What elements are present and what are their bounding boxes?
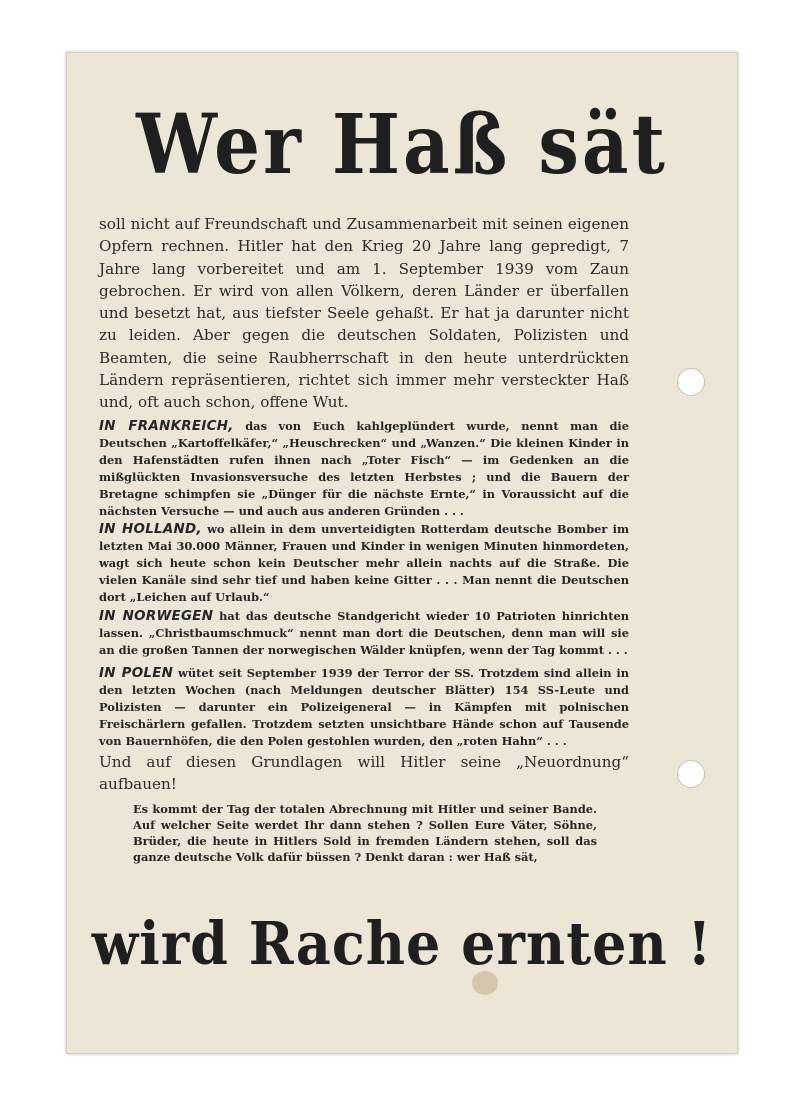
section-heading: IN NORWEGEN (99, 609, 214, 624)
page-title: Wer Haß sät (136, 94, 668, 193)
warning-paragraph: Es kommt der Tag der totalen Abrechnung mit Hitler und seiner Bande. Auf welcher Seite werdet Ihr dann stehen ? Sollen Eure Väter, Söhne, Brüder, die heute in Hitlers Sold in fremden Ländern stehen, soll das ganze deutsche Volk dafür büssen ? Denkt daran : wer Haß sät, (133, 802, 597, 864)
section-norwegen (99, 608, 629, 659)
section-heading: IN HOLLAND, (99, 522, 202, 537)
section-text: hat das deutsche Standgericht wieder 10 Patrioten hinrichten lassen. „Christbaumschmuck“ nennt man dort die Deutschen, denn man will sie an die großen Tannen der norwegischen Wälder knüpfen, wenn der Tag kommt . . . (99, 609, 629, 657)
section-heading: IN POLEN (99, 666, 174, 681)
section-frankreich (99, 418, 629, 520)
section-text: das von Euch kahlgeplündert wurde, nennt man die Deutschen „Kartoffelkäfer,“ „Heuschrecken“ und „Wanzen.“ Die kleinen Kinder in den Hafenstädten rufen ihnen nach „Toter Fisch“ — im Gedenken an die mißglückten Invasionsversuche des letzten Herbstes ; und die Bauern der Bretagne schimpfen sie „Dünger für die nächste Ernte,“ in Voraussicht auf die nächsten Versuche — und auch aus anderen Gründen . . . (99, 419, 629, 518)
section-heading: IN FRANKREICH, (99, 419, 234, 434)
section-text: wo allein in dem unverteidigten Rotterdam deutsche Bomber im letzten Mai 30.000 Männer, Frauen und Kinder in wenigen Minuten hinmordeten, wagt sich heute schon kein Deutscher mehr allein nachts auf die Straße. Die vielen Kanäle sind sehr tief und haben keine Gitter . . . Man nennt die Deutschen dort „Leichen auf Urlaub.“ (99, 522, 629, 604)
conclusion-paragraph: Und auf diesen Grundlagen will Hitler seine „Neuordnung“ aufbauen! (99, 753, 629, 793)
punch-hole-bottom (677, 760, 705, 788)
leaflet-sheet (66, 52, 738, 1054)
section-text: wütet seit September 1939 der Terror der SS. Trotzdem sind allein in den letzten Wochen (nach Meldungen deutscher Blätter) 154 SS-Leute und Polizisten — darunter ein Polizeigeneral — in Kämpfen mit polnischen Freischärlern gefallen. Trotzdem setzten unsichtbare Hände schon auf Tausende von Bauernhöfen, die den Polen gestohlen wurden, den „roten Hahn“ . . . (99, 666, 629, 748)
intro-paragraph: soll nicht auf Freundschaft und Zusammenarbeit mit seinen eigenen Opfern rechnen. Hitler hat den Krieg 20 Jahre lang gepredigt, 7 Jahre lang vorbereitet und am 1. September 1939 vom Zaun gebrochen. Er wird von allen Völkern, deren Länder er überfallen und besetzt hat, aus tiefster Seele gehaßt. Er hat ja darunter nicht zu leiden. Aber gegen die deutschen Soldaten, Polizisten und Beamten, die seine Raubherrschaft in den heute unterdrückten Ländern repräsentieren, richtet sich immer mehr versteckter Haß und, oft auch schon, offene Wut. (99, 215, 629, 412)
section-holland (99, 521, 629, 606)
closing-slogan: wird Rache ernten ! (91, 907, 713, 979)
punch-hole-top (677, 368, 705, 396)
section-polen (99, 665, 629, 750)
